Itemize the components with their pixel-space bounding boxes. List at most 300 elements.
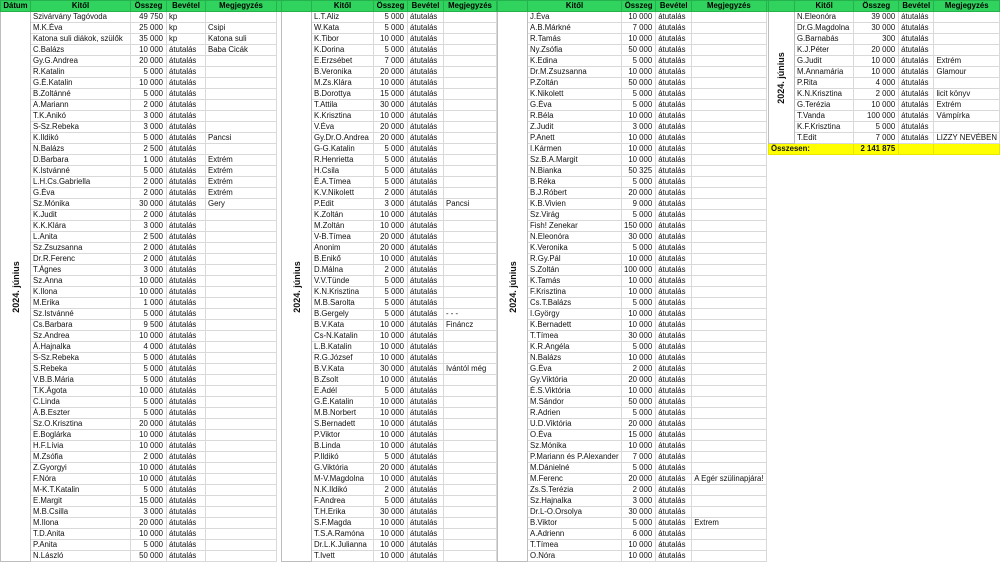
payment-type: átutalás — [408, 232, 444, 243]
donor-name: Sz.O.Krisztina — [31, 419, 131, 430]
note-text — [206, 254, 277, 265]
table-row — [1, 199, 282, 210]
payment-type: átutalás — [408, 155, 444, 166]
note-text — [444, 529, 497, 540]
amount-value: 15 000 — [131, 496, 167, 507]
amount-value: 5 000 — [131, 485, 167, 496]
note-text — [206, 529, 277, 540]
payment-type: átutalás — [408, 287, 444, 298]
amount-value: 25 000 — [131, 23, 167, 34]
date-cell — [282, 12, 312, 562]
payment-type: átutalás — [899, 34, 934, 45]
column-gap — [766, 331, 771, 342]
table-row — [282, 221, 502, 232]
payment-type: átutalás — [167, 364, 206, 375]
amount-value: 20 000 — [374, 463, 408, 474]
donor-name: Ny.Zsófia — [528, 45, 622, 56]
table-row — [1, 529, 282, 540]
table-row — [1, 243, 282, 254]
donor-name: Cs-N.Katalin — [312, 331, 374, 342]
amount-value: 30 000 — [131, 199, 167, 210]
donor-name: K.N.Krisztina — [794, 89, 853, 100]
payment-type: átutalás — [656, 375, 692, 386]
note-text — [444, 485, 497, 496]
payment-type: átutalás — [656, 287, 692, 298]
payment-type: átutalás — [408, 67, 444, 78]
note-text — [206, 452, 277, 463]
table-row — [498, 419, 772, 430]
note-text — [206, 122, 277, 133]
note-text — [206, 463, 277, 474]
payment-type: átutalás — [167, 221, 206, 232]
table-row — [1, 397, 282, 408]
payment-type: kp — [167, 34, 206, 45]
payment-type: átutalás — [656, 122, 692, 133]
ledger-body-1 — [1, 12, 282, 562]
payment-type: átutalás — [408, 45, 444, 56]
note-text: Pancsi — [206, 133, 277, 144]
table-row — [282, 551, 502, 562]
donor-name: N.Balázs — [528, 353, 622, 364]
amount-value: 30 000 — [622, 331, 656, 342]
amount-value: 50 000 — [622, 45, 656, 56]
note-text — [444, 56, 497, 67]
donor-name: F.Nóra — [31, 474, 131, 485]
table-row — [498, 221, 772, 232]
payment-type: átutalás — [656, 177, 692, 188]
amount-value: 4 000 — [854, 78, 899, 89]
table-row — [1, 144, 282, 155]
table-row — [282, 12, 502, 23]
note-text — [206, 496, 277, 507]
donor-name: E.Erzsébet — [312, 56, 374, 67]
amount-value: 5 000 — [131, 89, 167, 100]
column-gap — [766, 397, 771, 408]
donor-name: T.Edit — [794, 133, 853, 144]
payment-type: átutalás — [656, 155, 692, 166]
table-row — [1, 364, 282, 375]
payment-type: átutalás — [408, 298, 444, 309]
table-row — [1, 287, 282, 298]
note-text — [444, 243, 497, 254]
donor-name: T.H.Erika — [312, 507, 374, 518]
column-gap — [766, 485, 771, 496]
donor-name: K.N.Krisztina — [312, 287, 374, 298]
amount-value: 10 000 — [622, 155, 656, 166]
donor-name: Sz.Mónika — [31, 199, 131, 210]
amount-value: 10 000 — [374, 430, 408, 441]
payment-type: átutalás — [408, 430, 444, 441]
note-text — [206, 100, 277, 111]
note-text — [444, 397, 497, 408]
amount-value: 2 000 — [131, 254, 167, 265]
column-gap — [766, 177, 771, 188]
donor-name: F.Andrea — [312, 496, 374, 507]
table-row — [498, 309, 772, 320]
column-gap — [766, 309, 771, 320]
table-row — [282, 111, 502, 122]
note-text — [206, 551, 277, 562]
payment-type: átutalás — [656, 331, 692, 342]
donor-name: T.K.Ágota — [31, 386, 131, 397]
amount-value: 20 000 — [374, 133, 408, 144]
amount-value: 10 000 — [622, 441, 656, 452]
amount-value: 10 000 — [622, 276, 656, 287]
table-row — [1, 23, 282, 34]
note-text — [206, 540, 277, 551]
payment-type: átutalás — [656, 430, 692, 441]
payment-type: kp — [167, 23, 206, 34]
donor-name: C.Balázs — [31, 45, 131, 56]
table-row — [498, 243, 772, 254]
table-row — [1, 320, 282, 331]
note-text — [444, 133, 497, 144]
amount-value: 2 000 — [622, 364, 656, 375]
amount-value: 7 000 — [374, 56, 408, 67]
amount-value: 10 000 — [131, 331, 167, 342]
payment-type: átutalás — [656, 34, 692, 45]
payment-type: átutalás — [167, 177, 206, 188]
note-text — [444, 188, 497, 199]
donor-name: Szivárvány Tagóvoda — [31, 12, 131, 23]
total-label: Összesen: — [769, 144, 854, 155]
payment-type: átutalás — [899, 12, 934, 23]
column-gap — [766, 342, 771, 353]
column-gap — [766, 265, 771, 276]
payment-type: átutalás — [167, 133, 206, 144]
ledger-block-1 — [0, 0, 282, 562]
amount-value: 10 000 — [131, 287, 167, 298]
table-row — [769, 122, 1000, 133]
table-row — [1, 342, 282, 353]
column-gap — [766, 419, 771, 430]
amount-value: 2 000 — [131, 100, 167, 111]
payment-type: átutalás — [656, 507, 692, 518]
amount-value: 10 000 — [374, 210, 408, 221]
amount-value: 20 000 — [374, 67, 408, 78]
donor-name: G.Éva — [528, 364, 622, 375]
note-text — [692, 287, 766, 298]
total-row — [769, 144, 1000, 155]
payment-type: átutalás — [167, 265, 206, 276]
payment-type: átutalás — [408, 89, 444, 100]
payment-type: átutalás — [656, 298, 692, 309]
table-row — [282, 133, 502, 144]
amount-value: 5 000 — [622, 56, 656, 67]
note-text — [692, 199, 766, 210]
payment-type: átutalás — [167, 397, 206, 408]
note-text — [444, 452, 497, 463]
note-text — [692, 507, 766, 518]
header-row — [1, 1, 282, 12]
payment-type: átutalás — [656, 397, 692, 408]
note-text: Extrém — [206, 166, 277, 177]
donor-name: N.Eleonóra — [528, 232, 622, 243]
note-text — [444, 507, 497, 518]
amount-value: 5 000 — [374, 386, 408, 397]
table-row — [282, 364, 502, 375]
amount-value: 2 000 — [131, 188, 167, 199]
table-row — [498, 353, 772, 364]
donor-name: M.Erika — [31, 298, 131, 309]
table-row — [498, 397, 772, 408]
amount-value: 20 000 — [622, 474, 656, 485]
note-text — [206, 89, 277, 100]
payment-type: átutalás — [899, 122, 934, 133]
donor-name: M.Ilona — [31, 518, 131, 529]
amount-value: 5 000 — [622, 463, 656, 474]
payment-type: átutalás — [408, 441, 444, 452]
note-text — [206, 276, 277, 287]
column-gap — [766, 518, 771, 529]
donor-name: D.Barbara — [31, 155, 131, 166]
payment-type: átutalás — [408, 353, 444, 364]
donor-name: I.György — [528, 309, 622, 320]
payment-type: átutalás — [899, 133, 934, 144]
table-row — [1, 155, 282, 166]
donor-name: Z.Judit — [528, 122, 622, 133]
note-text — [206, 144, 277, 155]
note-text: - - - — [444, 309, 497, 320]
table-row — [1, 100, 282, 111]
note-text — [206, 111, 277, 122]
payment-type: átutalás — [408, 12, 444, 23]
table-row — [282, 144, 502, 155]
note-text — [206, 353, 277, 364]
header-date — [498, 1, 528, 12]
table-row — [282, 100, 502, 111]
amount-value: 5 000 — [131, 364, 167, 375]
payment-type: átutalás — [408, 408, 444, 419]
payment-type: átutalás — [167, 287, 206, 298]
note-text — [444, 254, 497, 265]
note-text — [692, 408, 766, 419]
table-row — [1, 540, 282, 551]
payment-type: átutalás — [408, 309, 444, 320]
amount-value: 3 000 — [131, 122, 167, 133]
table-row — [282, 540, 502, 551]
table-row — [1, 441, 282, 452]
table-row — [282, 386, 502, 397]
header-note: Megjegyzés — [206, 1, 277, 12]
header-note: Megjegyzés — [444, 1, 497, 12]
amount-value: 1 000 — [131, 298, 167, 309]
payment-type: átutalás — [167, 430, 206, 441]
note-text — [206, 507, 277, 518]
header-amount: Összeg — [131, 1, 167, 12]
amount-value: 5 000 — [374, 166, 408, 177]
table-row — [1, 78, 282, 89]
amount-value: 20 000 — [374, 232, 408, 243]
donor-name: B.V.Kata — [312, 320, 374, 331]
amount-value: 2 000 — [622, 485, 656, 496]
donor-name: M-V.Magdolna — [312, 474, 374, 485]
payment-type: átutalás — [167, 298, 206, 309]
donor-name: S.F.Magda — [312, 518, 374, 529]
note-text — [206, 243, 277, 254]
payment-type: átutalás — [408, 144, 444, 155]
table-row — [498, 463, 772, 474]
total-value: 2 141 875 — [854, 144, 899, 155]
column-gap — [766, 408, 771, 419]
note-text — [206, 12, 277, 23]
amount-value: 10 000 — [374, 540, 408, 551]
amount-value: 2 000 — [131, 177, 167, 188]
amount-value: 10 000 — [374, 408, 408, 419]
donor-name: Á.B.Eszter — [31, 408, 131, 419]
amount-value: 10 000 — [622, 551, 656, 562]
table-row — [498, 67, 772, 78]
note-text — [934, 12, 1000, 23]
amount-value: 5 000 — [854, 122, 899, 133]
note-text — [444, 67, 497, 78]
table-row — [282, 287, 502, 298]
note-text — [692, 45, 766, 56]
table-row — [769, 23, 1000, 34]
amount-value: 5 000 — [374, 287, 408, 298]
donor-name: M.Zsófia — [31, 452, 131, 463]
amount-value: 2 500 — [131, 144, 167, 155]
payment-type: átutalás — [656, 265, 692, 276]
column-gap — [766, 221, 771, 232]
table-row — [282, 177, 502, 188]
donor-name: P.Anita — [31, 540, 131, 551]
donor-name: A.Adrienn — [528, 529, 622, 540]
donor-name: K.K.Klára — [31, 221, 131, 232]
donor-name: E.Adél — [312, 386, 374, 397]
table-row — [282, 485, 502, 496]
table-row — [498, 452, 772, 463]
payment-type: átutalás — [656, 23, 692, 34]
donor-name: Sz.Anna — [31, 276, 131, 287]
payment-type: átutalás — [408, 551, 444, 562]
payment-type: átutalás — [408, 320, 444, 331]
note-text — [206, 408, 277, 419]
amount-value: 39 000 — [854, 12, 899, 23]
amount-value: 10 000 — [374, 221, 408, 232]
payment-type: átutalás — [899, 45, 934, 56]
payment-type: átutalás — [656, 56, 692, 67]
payment-type: átutalás — [167, 309, 206, 320]
payment-type: átutalás — [167, 419, 206, 430]
table-row — [498, 100, 772, 111]
donor-name: K.Dorina — [312, 45, 374, 56]
table-row — [282, 463, 502, 474]
table-row — [769, 78, 1000, 89]
amount-value: 10 000 — [131, 45, 167, 56]
note-text — [444, 287, 497, 298]
payment-type: átutalás — [656, 67, 692, 78]
header-row — [498, 1, 772, 12]
note-text — [206, 67, 277, 78]
donor-name: G.Terézia — [794, 100, 853, 111]
payment-type: átutalás — [656, 518, 692, 529]
column-gap — [766, 364, 771, 375]
payment-type: átutalás — [656, 364, 692, 375]
donor-name: Sz.Hajnalka — [528, 496, 622, 507]
donor-name: B.Enikő — [312, 254, 374, 265]
amount-value: 5 000 — [374, 12, 408, 23]
payment-type: átutalás — [167, 518, 206, 529]
amount-value: 5 000 — [622, 243, 656, 254]
table-row — [1, 353, 282, 364]
payment-type: átutalás — [656, 551, 692, 562]
amount-value: 5 000 — [374, 309, 408, 320]
donor-name: G-G.Katalin — [312, 144, 374, 155]
table-row — [282, 518, 502, 529]
table-row — [498, 331, 772, 342]
donor-name: U.D.Viktória — [528, 419, 622, 430]
note-text: Fináncz — [444, 320, 497, 331]
payment-type: átutalás — [408, 56, 444, 67]
payment-type: átutalás — [167, 441, 206, 452]
amount-value: 10 000 — [131, 78, 167, 89]
table-row — [498, 529, 772, 540]
note-text — [692, 100, 766, 111]
table-row — [282, 496, 502, 507]
table-row — [769, 12, 1000, 23]
payment-type: átutalás — [656, 144, 692, 155]
donor-name: P.Ildikó — [312, 452, 374, 463]
donor-name: K.Istvánné — [31, 166, 131, 177]
donor-name: E.Boglárka — [31, 430, 131, 441]
table-row — [1, 430, 282, 441]
amount-value: 2 500 — [131, 232, 167, 243]
amount-value: 10 000 — [374, 331, 408, 342]
donor-name: G.Éva — [31, 188, 131, 199]
payment-type: átutalás — [408, 133, 444, 144]
payment-type: átutalás — [408, 507, 444, 518]
payment-type: átutalás — [408, 265, 444, 276]
column-gap — [766, 188, 771, 199]
payment-type: átutalás — [167, 243, 206, 254]
note-text — [444, 375, 497, 386]
payment-type: átutalás — [656, 232, 692, 243]
donor-name: É.A.Tímea — [312, 177, 374, 188]
table-row — [498, 122, 772, 133]
donor-name: R.G.József — [312, 353, 374, 364]
table-row — [282, 122, 502, 133]
note-text — [692, 342, 766, 353]
header-date: Dátum — [1, 1, 31, 12]
donor-name: B.Linda — [312, 441, 374, 452]
payment-type: átutalás — [408, 452, 444, 463]
note-text — [692, 155, 766, 166]
note-text: Extrém — [934, 100, 1000, 111]
table-row — [498, 144, 772, 155]
note-text — [444, 276, 497, 287]
donor-name: B.V.Kata — [312, 364, 374, 375]
amount-value: 5 000 — [622, 298, 656, 309]
amount-value: 30 000 — [374, 100, 408, 111]
column-gap — [766, 199, 771, 210]
payment-type: átutalás — [408, 529, 444, 540]
payment-type: átutalás — [167, 111, 206, 122]
payment-type: átutalás — [167, 452, 206, 463]
note-text: Pancsi — [444, 199, 497, 210]
donor-name: Cs.T.Balázs — [528, 298, 622, 309]
amount-value: 30 000 — [622, 507, 656, 518]
note-text — [444, 441, 497, 452]
note-text — [692, 386, 766, 397]
payment-type: átutalás — [167, 276, 206, 287]
donor-name: S.Rebeka — [31, 364, 131, 375]
table-row — [498, 485, 772, 496]
note-text — [206, 397, 277, 408]
donor-name: K.Nikolett — [528, 89, 622, 100]
donor-name: A.B.Márkné — [528, 23, 622, 34]
note-text — [692, 210, 766, 221]
